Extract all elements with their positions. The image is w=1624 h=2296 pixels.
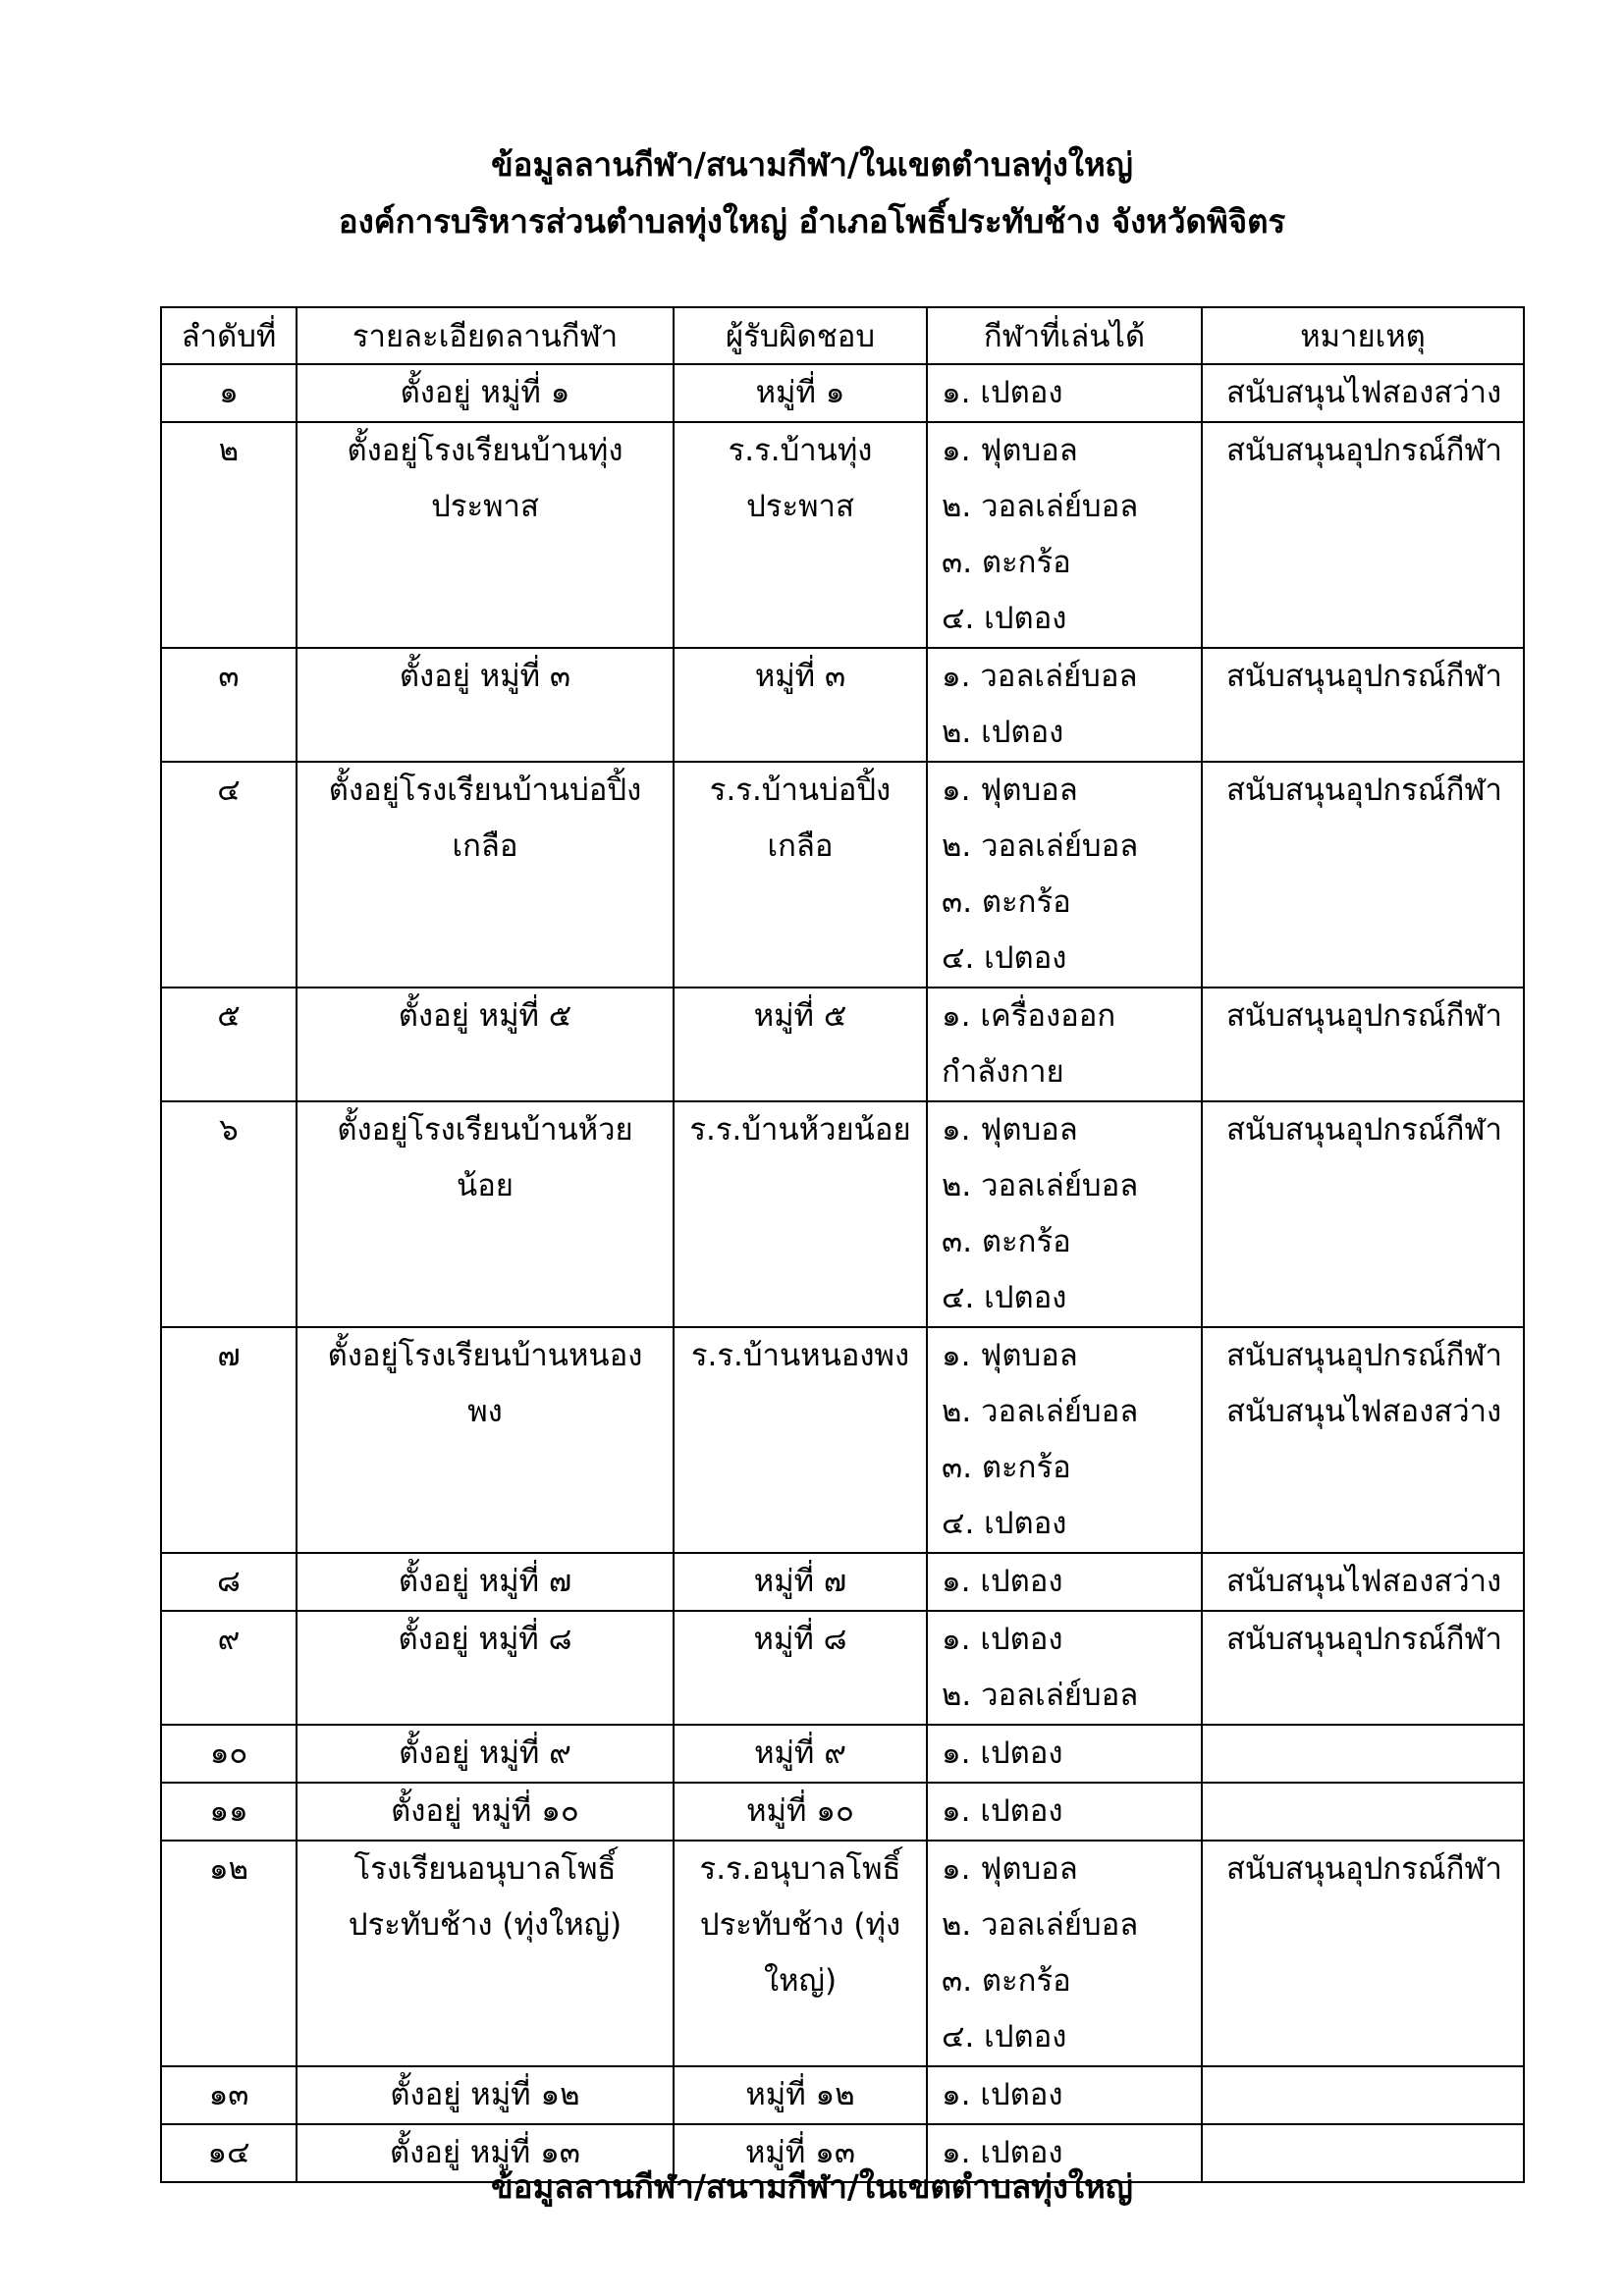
- cell-sports-line: ๑. เปตอง: [942, 375, 1063, 410]
- cell-detail-line: ตั้งอยู่ หมู่ที่ ๘: [398, 1622, 572, 1657]
- cell-sports-line: ๔. เปตอง: [942, 1506, 1067, 1541]
- cell-detail-line: ตั้งอยู่โรงเรียนบ้านหนอง: [327, 1338, 643, 1373]
- cell-no-line: ๙: [217, 1622, 241, 1657]
- cell-responsible-line: หมู่ที่ ๕: [753, 998, 847, 1034]
- cell-no-line: ๗: [217, 1338, 241, 1373]
- table-row: [161, 1611, 1524, 1725]
- cell-no: [161, 422, 297, 648]
- table-row: [161, 988, 1524, 1101]
- table-row: [161, 648, 1524, 762]
- cell-responsible: [674, 1101, 927, 1327]
- table-row: [161, 1725, 1524, 1783]
- cell-sports-line: ๑. เปตอง: [942, 1622, 1063, 1657]
- cell-note: [1202, 762, 1524, 988]
- cell-sports-line: ๒. วอลเล่ย์บอล: [942, 1394, 1139, 1429]
- cell-note-line: สนับสนุนอุปกรณ์กีฬา: [1226, 773, 1502, 808]
- cell-no-line: ๑๓: [208, 2077, 249, 2112]
- cell-detail-line: ตั้งอยู่ หมู่ที่ ๑๐: [391, 1793, 579, 1829]
- cell-sports: [927, 1611, 1202, 1725]
- cell-sports-line: ๒. เปตอง: [942, 715, 1064, 750]
- cell-responsible-line: ร.ร.บ้านห้วยน้อย: [689, 1112, 911, 1148]
- cell-detail-line: น้อย: [457, 1168, 514, 1203]
- cell-note-line: สนับสนุนอุปกรณ์กีฬา: [1226, 433, 1502, 468]
- table-row: [161, 1101, 1524, 1327]
- cell-sports-line: กำลังกาย: [942, 1054, 1064, 1090]
- cell-responsible: [674, 364, 927, 422]
- cell-note-line: สนับสนุนอุปกรณ์กีฬา: [1226, 998, 1502, 1034]
- cell-sports-line: ๑. ฟุตบอล: [942, 1338, 1078, 1373]
- cell-responsible-line: ประทับช้าง (ทุ่ง: [699, 1907, 901, 1943]
- cell-note: [1202, 1327, 1524, 1553]
- cell-detail: [297, 648, 674, 762]
- cell-no-line: ๖: [219, 1112, 239, 1148]
- column-header-detail: รายละเอียดลานกีฬา: [297, 307, 674, 364]
- cell-sports: [927, 648, 1202, 762]
- cell-no: [161, 988, 297, 1101]
- cell-no: [161, 1783, 297, 1841]
- cell-detail-line: ตั้งอยู่ หมู่ที่ ๑๒: [390, 2077, 580, 2112]
- cell-responsible: [674, 1327, 927, 1553]
- cell-no-line: ๑๒: [208, 1851, 249, 1887]
- cell-sports-line: ๑. ฟุตบอล: [942, 1112, 1078, 1148]
- cell-sports: [927, 1783, 1202, 1841]
- cell-responsible-line: หมู่ที่ ๓: [754, 659, 846, 694]
- cell-no-line: ๕: [217, 998, 241, 1034]
- cell-responsible: [674, 1841, 927, 2066]
- cell-responsible: [674, 762, 927, 988]
- cell-detail-line: ตั้งอยู่ หมู่ที่ ๙: [399, 1735, 571, 1771]
- cell-no-line: ๓: [218, 659, 240, 694]
- cell-note: [1202, 1611, 1524, 1725]
- cell-note: [1202, 1101, 1524, 1327]
- cell-detail: [297, 1327, 674, 1553]
- cell-responsible: [674, 2066, 927, 2124]
- cell-detail-line: ตั้งอยู่ หมู่ที่ ๕: [398, 998, 572, 1034]
- cell-detail: [297, 422, 674, 648]
- cell-no: [161, 1611, 297, 1725]
- cell-sports-line: ๓. ตะกร้อ: [942, 1224, 1071, 1259]
- cell-sports-line: ๑. เครื่องออก: [942, 998, 1116, 1034]
- table-body: [161, 364, 1524, 2182]
- table-row: [161, 1553, 1524, 1611]
- cell-sports-line: ๒. วอลเล่ย์บอล: [942, 1678, 1139, 1713]
- cell-note: [1202, 364, 1524, 422]
- cell-responsible-line: ร.ร.บ้านทุ่ง: [728, 433, 873, 468]
- cell-note-line: สนับสนุนไฟสองสว่าง: [1226, 375, 1502, 410]
- table-row: [161, 1841, 1524, 2066]
- cell-responsible: [674, 1725, 927, 1783]
- cell-responsible-line: หมู่ที่ ๘: [753, 1622, 847, 1657]
- cell-detail-line: ตั้งอยู่ หมู่ที่ ๓: [399, 659, 571, 694]
- cell-no-line: ๑: [219, 375, 239, 410]
- cell-sports-line: ๔. เปตอง: [942, 601, 1067, 636]
- cell-sports-line: ๓. ตะกร้อ: [942, 1963, 1071, 1999]
- cell-no: [161, 1553, 297, 1611]
- cell-sports: [927, 988, 1202, 1101]
- cell-detail-line: ประพาส: [431, 489, 539, 524]
- cell-no: [161, 762, 297, 988]
- table-row: [161, 364, 1524, 422]
- cell-detail-line: ตั้งอยู่โรงเรียนบ้านบ่อปิ้ง: [328, 773, 642, 808]
- cell-responsible: [674, 1611, 927, 1725]
- cell-sports-line: ๑. เปตอง: [942, 1793, 1063, 1829]
- cell-no-line: ๑๑: [209, 1793, 248, 1829]
- cell-detail: [297, 364, 674, 422]
- cell-detail: [297, 1101, 674, 1327]
- footer-title: ข้อมูลลานกีฬา/สนามกีฬา/ในเขตตำบลทุ่งใหญ่: [491, 2167, 1133, 2206]
- cell-sports-line: ๔. เปตอง: [942, 1280, 1067, 1315]
- cell-detail: [297, 1553, 674, 1611]
- cell-sports-line: ๔. เปตอง: [942, 2019, 1067, 2055]
- cell-responsible-line: ใหญ่): [763, 1963, 838, 1999]
- cell-responsible: [674, 1553, 927, 1611]
- table-row: [161, 1783, 1524, 1841]
- table-row: [161, 422, 1524, 648]
- cell-sports: [927, 1841, 1202, 2066]
- sports-field-table: [160, 306, 1525, 2183]
- table-header-row: [161, 307, 1524, 364]
- cell-detail-line: ตั้งอยู่ หมู่ที่ ๗: [398, 1564, 572, 1599]
- cell-note-line: สนับสนุนอุปกรณ์กีฬา: [1226, 1338, 1502, 1373]
- column-header-sports: กีฬาที่เล่นได้: [927, 307, 1202, 364]
- cell-note: [1202, 1553, 1524, 1611]
- cell-sports-line: ๑. เปตอง: [942, 1735, 1063, 1771]
- cell-responsible-line: เกลือ: [767, 828, 834, 864]
- cell-no: [161, 1101, 297, 1327]
- cell-responsible-line: หมู่ที่ ๗: [753, 1564, 847, 1599]
- cell-detail-line: เกลือ: [452, 828, 518, 864]
- cell-no-line: ๒: [218, 433, 240, 468]
- cell-responsible: [674, 1783, 927, 1841]
- cell-sports-line: ๑. ฟุตบอล: [942, 433, 1078, 468]
- cell-detail-line: ประทับช้าง (ทุ่งใหญ่): [348, 1907, 623, 1943]
- column-header-no: ลำดับที่: [161, 307, 297, 364]
- cell-sports-line: ๒. วอลเล่ย์บอล: [942, 828, 1139, 864]
- cell-detail-line: ตั้งอยู่โรงเรียนบ้านทุ่ง: [347, 433, 623, 468]
- cell-sports-line: ๑. ฟุตบอล: [942, 1851, 1078, 1887]
- cell-detail: [297, 1783, 674, 1841]
- cell-sports-line: ๒. วอลเล่ย์บอล: [942, 489, 1139, 524]
- cell-note-line: สนับสนุนไฟสองสว่าง: [1226, 1394, 1502, 1429]
- cell-note: [1202, 422, 1524, 648]
- cell-detail-line: ตั้งอยู่ หมู่ที่ ๑: [400, 375, 570, 410]
- cell-no-line: ๑๐: [209, 1735, 248, 1771]
- cell-sports-line: ๔. เปตอง: [942, 940, 1067, 976]
- cell-no-line: ๑๔: [207, 2135, 250, 2170]
- cell-sports: [927, 1101, 1202, 1327]
- cell-sports-line: ๒. วอลเล่ย์บอล: [942, 1168, 1139, 1203]
- cell-responsible-line: หมู่ที่ ๙: [754, 1735, 846, 1771]
- cell-responsible-line: หมู่ที่ ๑: [755, 375, 845, 410]
- cell-no: [161, 1841, 297, 2066]
- cell-sports-line: ๑. เปตอง: [942, 2077, 1063, 2112]
- cell-sports-line: ๑. วอลเล่ย์บอล: [942, 659, 1138, 694]
- page-subtitle: องค์การบริหารส่วนตำบลทุ่งใหญ่ อำเภอโพธิ์ประทับช้าง จังหวัดพิจิตร: [338, 202, 1286, 240]
- table-row: [161, 762, 1524, 988]
- cell-responsible: [674, 422, 927, 648]
- cell-sports: [927, 1327, 1202, 1553]
- table-row: [161, 1327, 1524, 1553]
- cell-note-line: สนับสนุนไฟสองสว่าง: [1226, 1564, 1502, 1599]
- cell-sports-line: ๓. ตะกร้อ: [942, 545, 1071, 580]
- cell-detail-line: โรงเรียนอนุบาลโพธิ์: [353, 1851, 617, 1887]
- cell-responsible-line: ร.ร.อนุบาลโพธิ์: [699, 1851, 901, 1887]
- cell-sports-line: ๑. เปตอง: [942, 1564, 1063, 1599]
- cell-sports: [927, 1725, 1202, 1783]
- cell-note-line: สนับสนุนอุปกรณ์กีฬา: [1226, 659, 1502, 694]
- cell-sports-line: ๓. ตะกร้อ: [942, 884, 1071, 920]
- cell-detail-line: ตั้งอยู่ หมู่ที่ ๑๓: [390, 2135, 580, 2170]
- cell-sports-line: ๑. เปตอง: [942, 2135, 1063, 2170]
- cell-sports: [927, 2066, 1202, 2124]
- cell-responsible-line: หมู่ที่ ๑๓: [744, 2135, 856, 2170]
- cell-note: [1202, 1783, 1524, 1841]
- table-row: [161, 2066, 1524, 2124]
- cell-note: [1202, 2066, 1524, 2124]
- cell-responsible-line: ร.ร.บ้านบ่อปิ้ง: [709, 773, 892, 808]
- cell-responsible: [674, 648, 927, 762]
- cell-responsible-line: หมู่ที่ ๑๐: [746, 1793, 854, 1829]
- cell-detail: [297, 1841, 674, 2066]
- cell-responsible-line: หมู่ที่ ๑๒: [745, 2077, 855, 2112]
- cell-note: [1202, 1841, 1524, 2066]
- cell-no-line: ๔: [217, 773, 241, 808]
- page-title: ข้อมูลลานกีฬา/สนามกีฬา/ในเขตตำบลทุ่งใหญ่: [491, 145, 1133, 184]
- cell-note: [1202, 1725, 1524, 1783]
- cell-no: [161, 648, 297, 762]
- cell-detail: [297, 762, 674, 988]
- cell-sports: [927, 364, 1202, 422]
- cell-note-line: สนับสนุนอุปกรณ์กีฬา: [1226, 1112, 1502, 1148]
- cell-responsible-line: ประพาส: [746, 489, 854, 524]
- cell-detail: [297, 988, 674, 1101]
- cell-no: [161, 1327, 297, 1553]
- cell-detail: [297, 2066, 674, 2124]
- cell-note-line: สนับสนุนอุปกรณ์กีฬา: [1226, 1851, 1502, 1887]
- cell-sports: [927, 1553, 1202, 1611]
- cell-no-line: ๘: [217, 1564, 241, 1599]
- column-header-responsible: ผู้รับผิดชอบ: [674, 307, 927, 364]
- cell-note: [1202, 648, 1524, 762]
- cell-sports: [927, 762, 1202, 988]
- cell-sports-line: ๓. ตะกร้อ: [942, 1450, 1071, 1485]
- cell-sports-line: ๒. วอลเล่ย์บอล: [942, 1907, 1139, 1943]
- cell-detail: [297, 1611, 674, 1725]
- cell-responsible: [674, 988, 927, 1101]
- cell-sports: [927, 422, 1202, 648]
- cell-sports-line: ๑. ฟุตบอล: [942, 773, 1078, 808]
- cell-no: [161, 1725, 297, 1783]
- cell-note-line: สนับสนุนอุปกรณ์กีฬา: [1226, 1622, 1502, 1657]
- cell-no: [161, 364, 297, 422]
- cell-responsible-line: ร.ร.บ้านหนองพง: [690, 1338, 910, 1373]
- cell-no: [161, 2066, 297, 2124]
- cell-detail: [297, 1725, 674, 1783]
- cell-note: [1202, 988, 1524, 1101]
- cell-detail-line: พง: [467, 1394, 503, 1429]
- column-header-note: หมายเหตุ: [1202, 307, 1524, 364]
- cell-detail-line: ตั้งอยู่โรงเรียนบ้านห้วย: [337, 1112, 633, 1148]
